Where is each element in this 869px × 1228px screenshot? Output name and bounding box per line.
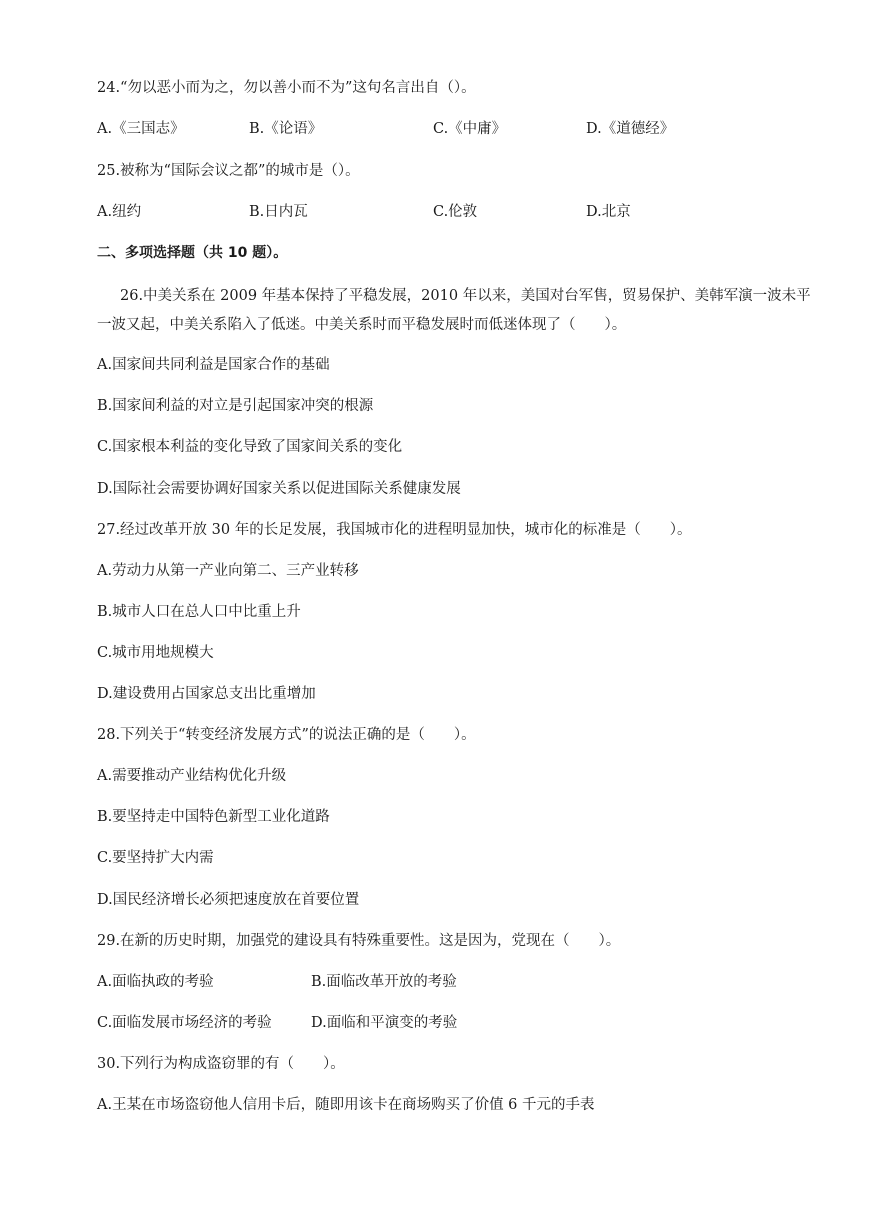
q25-option-b: B.日内瓦 — [249, 204, 308, 220]
question-24-stem: 24.“勿以恶小而为之，勿以善小而不为”这句名言出自（）。 — [97, 80, 476, 96]
question-26-stem-line1: 26.中美关系在 2009 年基本保持了平稳发展，2010 年以来，美国对台军售，贸易保护、美韩军演一波未平 — [120, 288, 811, 304]
q29-option-d: D.面临和平演变的考验 — [311, 1015, 458, 1031]
q25-option-c: C.伦敦 — [433, 204, 478, 220]
q28-option-d: D.国民经济增长必须把速度放在首要位置 — [97, 892, 360, 908]
question-30-stem: 30.下列行为构成盗窃罪的有（ ）。 — [97, 1056, 345, 1072]
q28-option-b: B.要坚持走中国特色新型工业化道路 — [97, 809, 330, 825]
question-29-stem: 29.在新的历史时期，加强党的建设具有特殊重要性。这是因为，党现在（ ）。 — [97, 933, 621, 949]
q25-option-a: A.纽约 — [97, 204, 142, 220]
question-26-stem-line2: 一波又起，中美关系陷入了低迷。中美关系时而平稳发展时而低迷体现了（ ）。 — [97, 317, 627, 333]
q26-option-b: B.国家间利益的对立是引起国家冲突的根源 — [97, 398, 374, 414]
question-29-options-row1 — [97, 971, 797, 993]
q26-option-c: C.国家根本利益的变化导致了国家间关系的变化 — [97, 439, 403, 455]
q29-option-b: B.面临改革开放的考验 — [311, 974, 457, 990]
q25-option-d: D.北京 — [586, 204, 631, 220]
question-25-stem: 25.被称为“国际会议之都”的城市是（）。 — [97, 163, 360, 179]
q24-option-c: C.《中庸》 — [433, 121, 507, 137]
q30-option-a: A.王某在市场盗窃他人信用卡后，随即用该卡在商场购买了价值 6 千元的手表 — [97, 1097, 595, 1113]
q24-option-b: B.《论语》 — [249, 121, 323, 137]
question-25-options — [97, 201, 797, 223]
q24-option-a: A.《三国志》 — [97, 121, 185, 137]
q26-option-d: D.国际社会需要协调好国家关系以促进国际关系健康发展 — [97, 481, 461, 497]
q28-option-c: C.要坚持扩大内需 — [97, 850, 214, 866]
section-heading: 二、多项选择题（共 10 题）。 — [97, 245, 288, 261]
q29-option-c: C.面临发展市场经济的考验 — [97, 1015, 272, 1031]
q27-option-b: B.城市人口在总人口中比重上升 — [97, 604, 301, 620]
q26-option-a: A.国家间共同利益是国家合作的基础 — [97, 357, 330, 373]
q24-option-d: D.《道德经》 — [586, 121, 675, 137]
q27-option-a: A.劳动力从第一产业向第二、三产业转移 — [97, 563, 359, 579]
question-29-options-row2 — [97, 1012, 797, 1034]
q28-option-a: A.需要推动产业结构优化升级 — [97, 768, 287, 784]
q27-option-d: D.建设费用占国家总支出比重增加 — [97, 686, 316, 702]
q29-option-a: A.面临执政的考验 — [97, 974, 214, 990]
question-24-options — [97, 118, 797, 140]
question-28-stem: 28.下列关于“转变经济发展方式”的说法正确的是（ ）。 — [97, 727, 476, 743]
q27-option-c: C.城市用地规模大 — [97, 645, 214, 661]
question-27-stem: 27.经过改革开放 30 年的长足发展，我国城市化的进程明显加快，城市化的标准是（ ）。 — [97, 522, 692, 538]
